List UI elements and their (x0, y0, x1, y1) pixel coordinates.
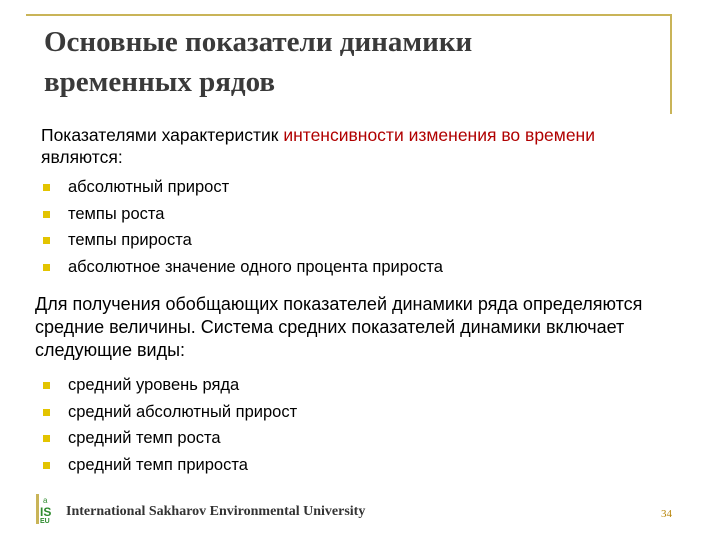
list-item (43, 174, 443, 201)
page-number: 34 (661, 508, 672, 520)
average-indicators-list (43, 372, 297, 479)
list-item-label: средний уровень ряда (68, 376, 240, 394)
square-bullet-icon (43, 211, 50, 218)
university-logo (36, 494, 60, 524)
list-item-label: темпы прироста (68, 231, 192, 250)
list-item-label: средний абсолютный прирост (68, 402, 298, 421)
square-bullet-icon (43, 264, 50, 271)
averages-paragraph: Для получения обобщающих показателей динамики ряда определяются средние величины. Система средних показателей динамики включает следующие виды: (35, 294, 643, 360)
intro-text (41, 124, 681, 168)
intensity-indicators-list (43, 174, 443, 281)
square-bullet-icon (43, 237, 50, 244)
square-bullet-icon (43, 462, 50, 469)
list-item (43, 452, 297, 479)
square-bullet-icon (43, 184, 50, 191)
title-line-1: Основные показатели динамики (44, 26, 473, 58)
square-bullet-icon (43, 435, 50, 442)
square-bullet-icon (43, 409, 50, 416)
intro-before: Показателями характеристик (41, 125, 284, 145)
intro-highlight: интенсивности изменения во времени (283, 125, 595, 145)
svg-text:a: a (43, 496, 48, 505)
list-item (43, 399, 297, 426)
list-item-label: средний темп роста (68, 429, 221, 448)
slide-title (44, 22, 644, 102)
list-item (43, 254, 443, 281)
list-item-label: средний темп прироста (68, 456, 248, 475)
square-bullet-icon (43, 382, 50, 389)
list-item (43, 425, 297, 452)
svg-text:EU: EU (40, 518, 50, 524)
list-item-label: темпы роста (68, 204, 165, 223)
list-item (43, 201, 443, 228)
svg-text:IS: IS (40, 505, 52, 519)
intro-after: являются: (41, 147, 123, 167)
list-item (43, 227, 443, 254)
title-line-2: временных рядов (44, 66, 276, 98)
list-item-label: абсолютный прирост (68, 178, 230, 196)
list-item-label: абсолютное значение одного процента прироста (68, 258, 443, 277)
footer-university-name: International Sakharov Environmental University (66, 504, 366, 519)
list-item (43, 372, 297, 399)
